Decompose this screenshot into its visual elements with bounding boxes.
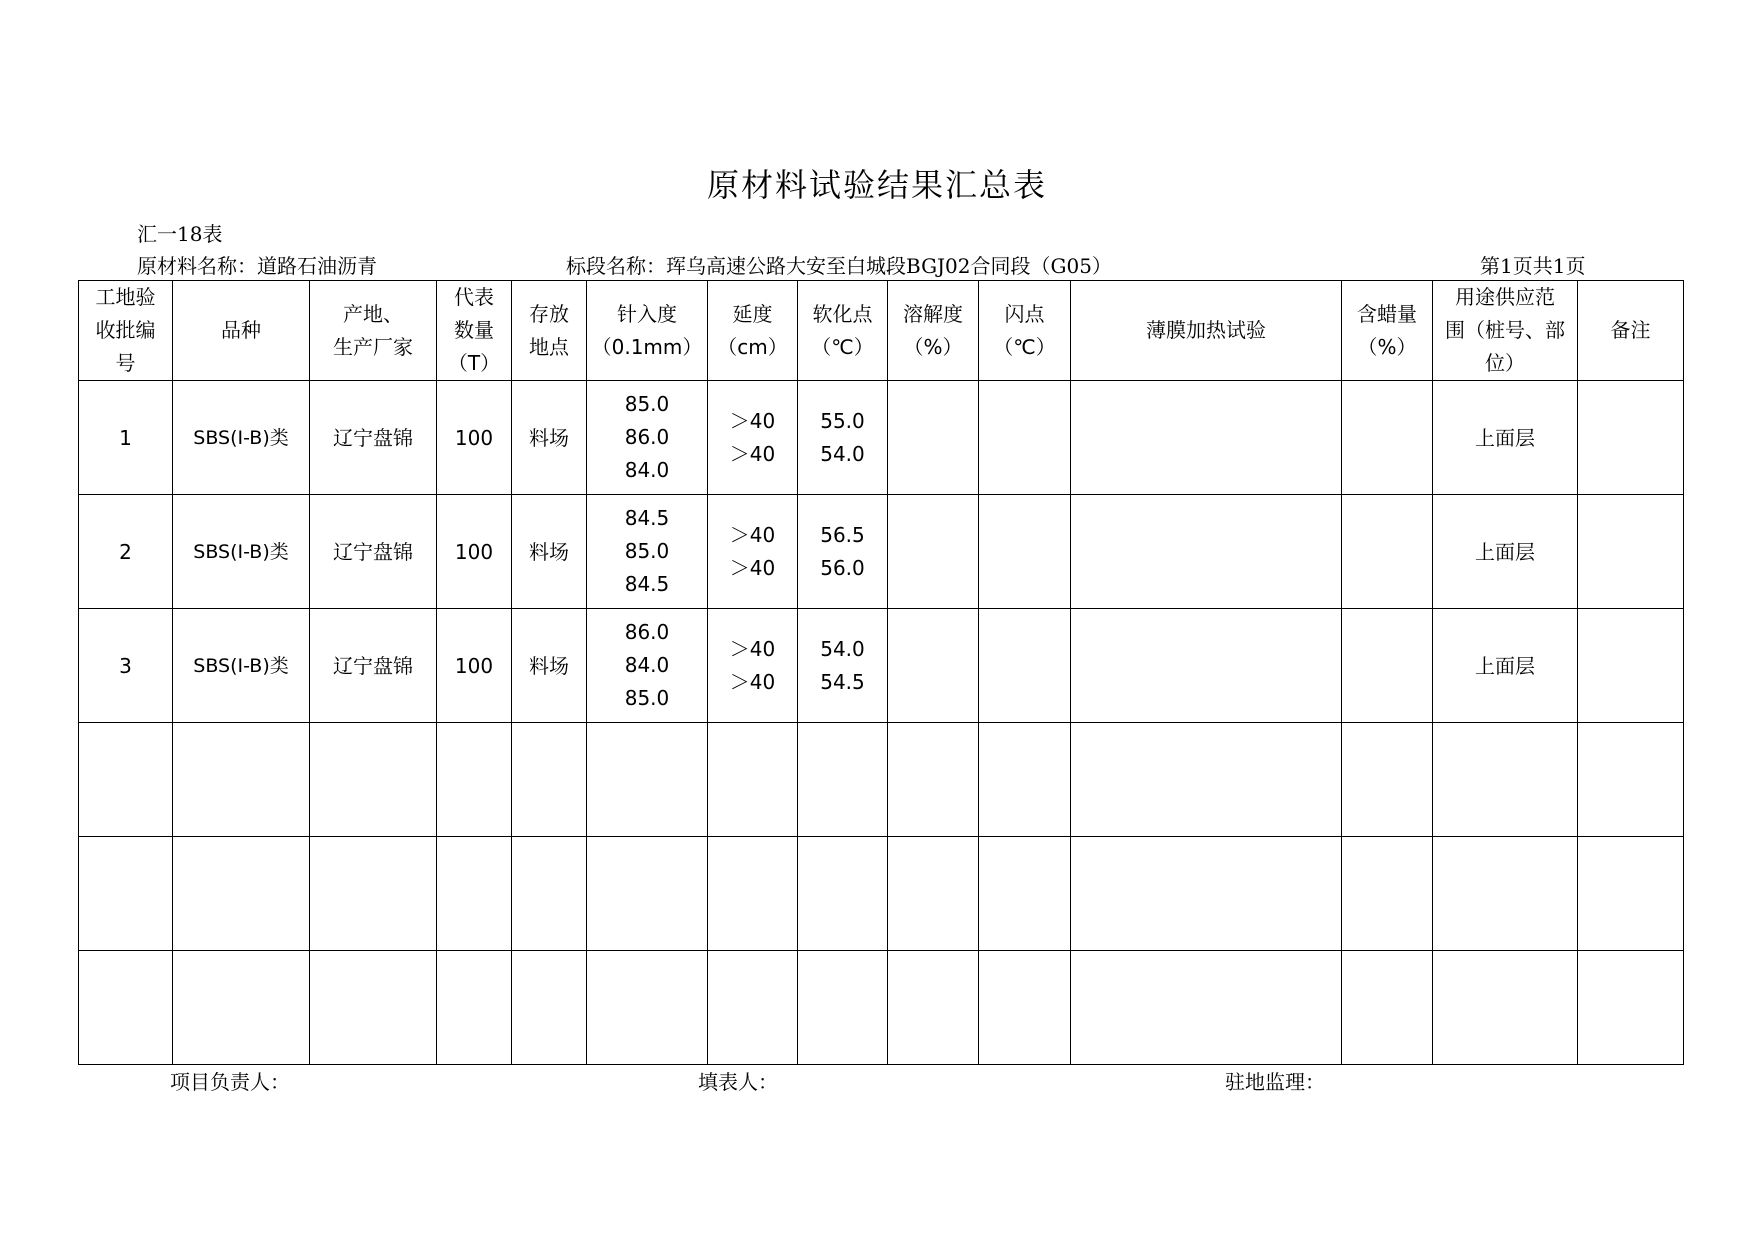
cell-storage <box>512 951 587 1065</box>
cell-softening-point <box>798 951 888 1065</box>
header-line: 围（桩号、部 <box>1445 318 1565 342</box>
cell-wax-content <box>1342 951 1433 1065</box>
header-line: 位） <box>1485 351 1525 375</box>
header-line: 数量 <box>454 318 494 342</box>
cell-batch-no: 3 <box>79 609 173 723</box>
cell-remarks <box>1578 837 1684 951</box>
cell-storage <box>512 723 587 837</box>
header-line: 号 <box>115 351 136 375</box>
cell-storage: 料场 <box>512 381 587 495</box>
cell-softening-point-value: 54.0 <box>820 636 865 661</box>
cell-flash-point <box>979 381 1071 495</box>
cell-usage-range <box>1433 837 1578 951</box>
cell-solubility <box>888 837 979 951</box>
page-title: 原材料试验结果汇总表 <box>706 166 1047 204</box>
cell-wax-content <box>1342 609 1433 723</box>
cell-flash-point <box>979 495 1071 609</box>
cell-wax-content <box>1342 723 1433 837</box>
cell-origin: 辽宁盘锦 <box>310 381 437 495</box>
form-number: 汇一18表 <box>137 222 223 246</box>
header-line: （T） <box>447 351 501 375</box>
cell-softening-point <box>798 723 888 837</box>
cell-ductility <box>708 951 798 1065</box>
header-quantity <box>437 281 512 381</box>
header-line: （0.1mm） <box>591 334 703 359</box>
cell-variety <box>173 723 310 837</box>
header-softening-point <box>798 281 888 381</box>
cell-remarks <box>1578 381 1684 495</box>
header-row <box>79 281 1684 381</box>
header-flash-point <box>979 281 1071 381</box>
table-row <box>79 609 1684 723</box>
cell-softening-point-value: 54.5 <box>820 669 865 694</box>
header-line: （%） <box>1357 334 1417 359</box>
cell-origin <box>310 723 437 837</box>
cell-variety: SBS(I-B)类 <box>173 495 310 609</box>
cell-penetration-value: 86.0 <box>624 425 670 449</box>
cell-penetration-value: 85.0 <box>624 686 670 710</box>
cell-batch-no: 1 <box>79 381 173 495</box>
header-variety <box>173 281 310 381</box>
header-line: 用途供应范 <box>1455 285 1555 309</box>
header-film-heating <box>1071 281 1342 381</box>
header-usage-range <box>1433 281 1578 381</box>
cell-variety: SBS(I-B)类 <box>173 381 310 495</box>
cell-penetration <box>587 723 708 837</box>
cell-ductility <box>708 609 798 723</box>
cell-penetration-value: 84.0 <box>624 458 670 482</box>
cell-softening-point-value: 55.0 <box>820 408 865 433</box>
cell-variety <box>173 837 310 951</box>
cell-penetration <box>587 495 708 609</box>
cell-quantity: 100 <box>437 609 512 723</box>
cell-remarks <box>1578 723 1684 837</box>
cell-quantity <box>437 723 512 837</box>
header-solubility <box>888 281 979 381</box>
cell-ductility <box>708 723 798 837</box>
table-row <box>79 837 1684 951</box>
cell-film-heating <box>1071 837 1342 951</box>
cell-softening-point <box>798 837 888 951</box>
cell-solubility <box>888 381 979 495</box>
cell-ductility-value: ＞40 <box>729 441 776 466</box>
cell-storage: 料场 <box>512 609 587 723</box>
header-penetration <box>587 281 708 381</box>
cell-flash-point <box>979 723 1071 837</box>
cell-softening-point <box>798 381 888 495</box>
cell-ductility-value: ＞40 <box>729 669 776 694</box>
header-wax-content <box>1342 281 1433 381</box>
header-line: 收批编 <box>95 318 156 342</box>
cell-solubility <box>888 495 979 609</box>
header-ductility <box>708 281 798 381</box>
table-row <box>79 723 1684 837</box>
cell-penetration-value: 84.5 <box>624 506 670 530</box>
cell-remarks <box>1578 495 1684 609</box>
header-line: 地点 <box>529 334 569 359</box>
section-name: 标段名称：珲乌高速公路大安至白城段BGJ02合同段（G05） <box>566 254 1112 278</box>
cell-batch-no <box>79 723 173 837</box>
cell-film-heating <box>1071 381 1342 495</box>
cell-softening-point <box>798 609 888 723</box>
cell-origin <box>310 837 437 951</box>
cell-ductility-value: ＞40 <box>729 522 776 547</box>
results-table <box>78 280 1684 1065</box>
cell-solubility <box>888 951 979 1065</box>
cell-flash-point <box>979 609 1071 723</box>
cell-ductility <box>708 495 798 609</box>
header-line: 备注 <box>1610 318 1651 342</box>
cell-quantity <box>437 951 512 1065</box>
cell-usage-range <box>1433 951 1578 1065</box>
cell-ductility-value: ＞40 <box>729 636 776 661</box>
table-row <box>79 951 1684 1065</box>
header-line: 闪点 <box>1004 301 1045 326</box>
cell-flash-point <box>979 837 1071 951</box>
cell-penetration-value: 84.0 <box>624 653 670 677</box>
cell-solubility <box>888 609 979 723</box>
cell-film-heating <box>1071 951 1342 1065</box>
cell-storage: 料场 <box>512 495 587 609</box>
cell-origin: 辽宁盘锦 <box>310 495 437 609</box>
header-storage <box>512 281 587 381</box>
cell-softening-point-value: 56.5 <box>820 522 865 547</box>
header-line: 生产厂家 <box>333 334 413 359</box>
header-remarks <box>1578 281 1684 381</box>
header-line: 含蜡量 <box>1357 301 1417 326</box>
table-row <box>79 495 1684 609</box>
header-origin <box>310 281 437 381</box>
header-line: 存放 <box>529 301 569 326</box>
supervisor-label: 驻地监理： <box>1225 1070 1325 1094</box>
cell-quantity <box>437 837 512 951</box>
filler-label: 填表人： <box>698 1070 778 1094</box>
cell-usage-range <box>1433 723 1578 837</box>
header-line: （℃） <box>811 334 874 359</box>
cell-penetration <box>587 837 708 951</box>
cell-batch-no <box>79 837 173 951</box>
cell-origin <box>310 951 437 1065</box>
cell-ductility <box>708 381 798 495</box>
cell-film-heating <box>1071 495 1342 609</box>
cell-penetration-value: 85.0 <box>624 539 670 563</box>
cell-variety: SBS(I-B)类 <box>173 609 310 723</box>
header-line: 针入度 <box>617 301 677 326</box>
cell-wax-content <box>1342 495 1433 609</box>
header-line: 溶解度 <box>903 301 963 326</box>
cell-flash-point <box>979 951 1071 1065</box>
header-line: 延度 <box>732 301 773 326</box>
cell-solubility <box>888 723 979 837</box>
cell-remarks <box>1578 951 1684 1065</box>
cell-ductility-value: ＞40 <box>729 408 776 433</box>
cell-penetration-value: 84.5 <box>624 572 670 596</box>
cell-film-heating <box>1071 723 1342 837</box>
header-line: （cm） <box>717 334 788 359</box>
header-line: 产地、 <box>343 301 403 326</box>
cell-softening-point <box>798 495 888 609</box>
cell-film-heating <box>1071 609 1342 723</box>
cell-penetration-value: 86.0 <box>624 620 670 644</box>
cell-wax-content <box>1342 837 1433 951</box>
header-line: 软化点 <box>812 301 873 326</box>
cell-penetration <box>587 609 708 723</box>
header-line: 代表 <box>454 285 494 309</box>
cell-variety <box>173 951 310 1065</box>
table-row <box>79 381 1684 495</box>
cell-usage-range: 上面层 <box>1433 609 1578 723</box>
material-name: 原材料名称：道路石油沥青 <box>137 254 377 278</box>
header-line: （℃） <box>993 334 1056 359</box>
header-batch-no <box>79 281 173 381</box>
cell-ductility <box>708 837 798 951</box>
header-line: 薄膜加热试验 <box>1146 318 1266 342</box>
header-line: 工地验 <box>95 285 156 309</box>
cell-usage-range: 上面层 <box>1433 381 1578 495</box>
cell-penetration-value: 85.0 <box>624 392 670 416</box>
cell-batch-no <box>79 951 173 1065</box>
cell-ductility-value: ＞40 <box>729 555 776 580</box>
header-line: （%） <box>903 334 963 359</box>
cell-quantity: 100 <box>437 381 512 495</box>
project-leader-label: 项目负责人： <box>170 1070 290 1094</box>
cell-softening-point-value: 56.0 <box>820 555 865 580</box>
header-line: 品种 <box>221 318 261 342</box>
cell-batch-no: 2 <box>79 495 173 609</box>
cell-penetration <box>587 951 708 1065</box>
cell-quantity: 100 <box>437 495 512 609</box>
cell-usage-range: 上面层 <box>1433 495 1578 609</box>
cell-storage <box>512 837 587 951</box>
cell-wax-content <box>1342 381 1433 495</box>
cell-penetration <box>587 381 708 495</box>
cell-origin: 辽宁盘锦 <box>310 609 437 723</box>
page-number: 第1页共1页 <box>1480 254 1586 278</box>
cell-softening-point-value: 54.0 <box>820 441 865 466</box>
cell-remarks <box>1578 609 1684 723</box>
